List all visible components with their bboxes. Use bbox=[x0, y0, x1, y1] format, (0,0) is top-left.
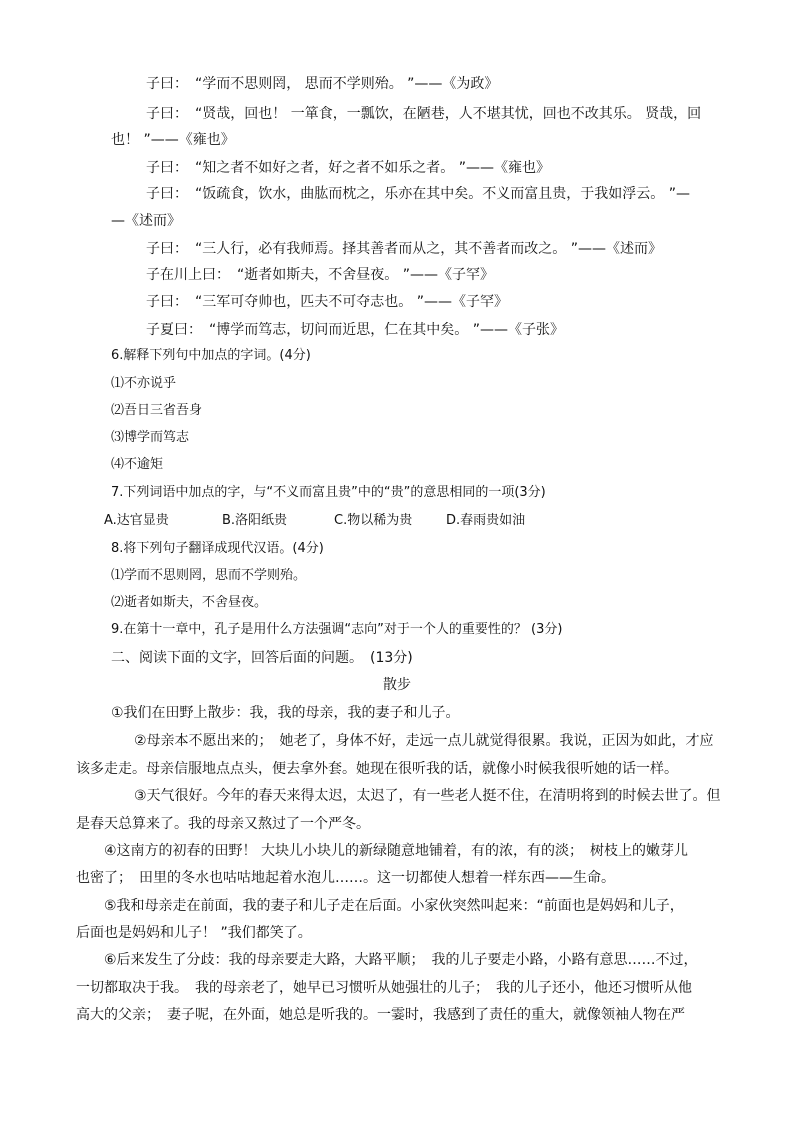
question-8-item: ⑵逝者如斯夫，不舍昼夜。 bbox=[111, 595, 268, 610]
passage-paragraph: ②母亲本不愿出来的； 她老了，身体不好，走远一点儿就觉得很累。我说，正因为如此，才应 bbox=[134, 733, 714, 749]
quote-line: 子曰： “三人行，必有我师焉。择其善者而从之，其不善者而改之。 ”——《述而》 bbox=[146, 241, 662, 257]
quote-line: 子曰： “学而不思则罔， 思而不学则殆。 ”——《为政》 bbox=[146, 76, 499, 92]
quote-line: 子曰： “三军可夺帅也，匹夫不可夺志也。 ”——《子罕》 bbox=[146, 294, 508, 310]
quote-line: 子在川上曰： “逝者如斯夫，不舍昼夜。 ”——《子罕》 bbox=[146, 267, 494, 283]
question-7-option-d: D.春雨贵如油 bbox=[446, 513, 526, 528]
quote-line: 子曰： “饭疏食，饮水，曲肱而枕之，乐亦在其中矣。不义而富且贵，于我如浮云。 ”— bbox=[146, 186, 690, 202]
passage-paragraph: 一切都取决于我。 我的母亲老了，她早已习惯听从她强壮的儿子； 我的儿子还小，他还习惯听从他 bbox=[76, 980, 692, 996]
question-7-stem: 7.下列词语中加点的字，与“不义而富且贵”中的“贵”的意思相同的一项(3分) bbox=[111, 485, 546, 500]
question-7-option-b: B.洛阳纸贵 bbox=[222, 513, 288, 528]
passage-paragraph: 该多走走。母亲信服地点点头，便去拿外套。她现在很听我的话，就像小时候我很听她的话一样。 bbox=[76, 761, 678, 777]
question-6-item: ⑵吾日三省吾身 bbox=[111, 403, 203, 418]
question-6-item: ⑷不逾矩 bbox=[111, 457, 164, 472]
passage-paragraph: 是春天总算来了。我的母亲又熬过了一个严冬。 bbox=[76, 816, 370, 832]
passage-paragraph: 也密了； 田里的冬水也咕咕地起着水泡儿……。这一切都使人想着一样东西——生命。 bbox=[76, 870, 615, 886]
question-8-stem: 8.将下列句子翻译成现代汉语。(4分) bbox=[111, 541, 324, 556]
passage-paragraph: ⑥后来发生了分歧：我的母亲要走大路，大路平顺； 我的儿子要走小路，小路有意思……不过， bbox=[104, 952, 698, 968]
passage-title: 散步 bbox=[383, 677, 411, 693]
passage-paragraph: ①我们在田野上散步：我，我的母亲，我的妻子和儿子。 bbox=[111, 705, 460, 721]
quote-line: 子曰： “知之者不如好之者，好之者不如乐之者。 ”——《雍也》 bbox=[146, 160, 550, 176]
passage-paragraph: 高大的父亲； 妻子呢，在外面，她总是听我的。一霎时，我感到了责任的重大，就像领袖人物在严 bbox=[76, 1007, 685, 1023]
question-6-item: ⑴不亦说乎 bbox=[111, 376, 177, 391]
section-2-heading: 二、阅读下面的文字，回答后面的问题。 (13分) bbox=[111, 650, 413, 666]
passage-paragraph: ⑤我和母亲走在前面，我的妻子和儿子走在后面。小家伙突然叫起来：“前面也是妈妈和儿子， bbox=[104, 898, 684, 914]
passage-paragraph: 后面也是妈妈和儿子！ ”我们都笑了。 bbox=[76, 925, 312, 941]
question-9-stem: 9.在第十一章中，孔子是用什么方法强调“志向”对于一个人的重要性的？ (3分) bbox=[111, 622, 563, 637]
question-6-stem: 6.解释下列句中加点的字词。(4分) bbox=[111, 348, 311, 363]
passage-paragraph: ④这南方的初春的田野！ 大块儿小块儿的新绿随意地铺着，有的浓，有的淡； 树枝上的嫩芽儿 bbox=[104, 843, 688, 859]
quote-line: 子曰： “贤哉，回也！ 一箪食，一瓢饮，在陋巷，人不堪其忧，回也不改其乐。 贤哉，回 bbox=[146, 106, 702, 122]
quote-line: 也！ ”——《雍也》 bbox=[111, 132, 235, 148]
quote-line: —《述而》 bbox=[111, 213, 181, 229]
question-7-option-c: C.物以稀为贵 bbox=[334, 513, 413, 528]
question-7-option-a: A.达官显贵 bbox=[104, 513, 169, 528]
passage-paragraph: ③天气很好。今年的春天来得太迟，太迟了，有一些老人挺不住，在清明将到的时候去世了。但 bbox=[134, 788, 721, 804]
question-6-item: ⑶博学而笃志 bbox=[111, 430, 190, 445]
quote-line: 子夏曰： “博学而笃志，切问而近思，仁在其中矣。 ”——《子张》 bbox=[146, 322, 564, 338]
question-8-item: ⑴学而不思则罔，思而不学则殆。 bbox=[111, 568, 307, 583]
